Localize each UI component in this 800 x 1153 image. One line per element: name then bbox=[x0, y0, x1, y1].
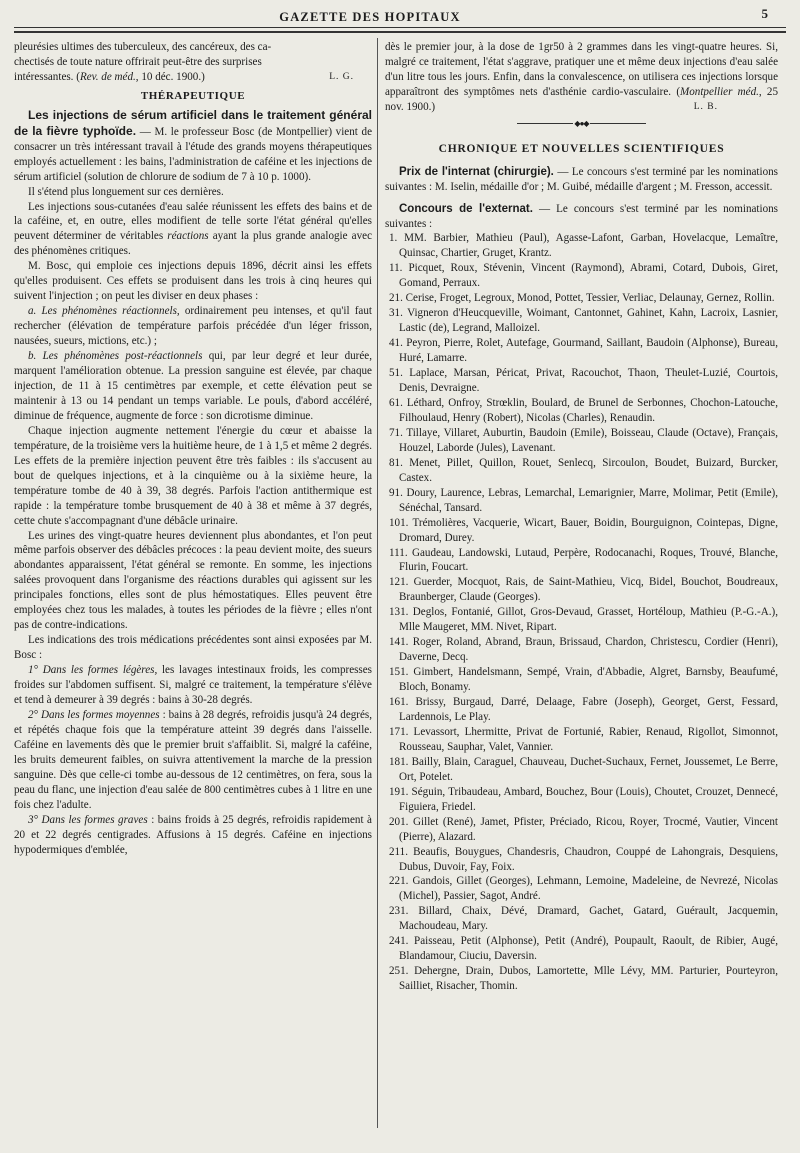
nomination-entry: 221. Gandois, Gillet (Georges), Lehmann, Lemoine, Madeleine, de Nevrezé, Nicolas (Michel), Passier, Sagot, André. bbox=[389, 875, 778, 903]
nomination-entry: 111. Gaudeau, Landowski, Lutaud, Perpère, Rodocanachi, Roques, Trouvé, Blanche, Flurin, Foucart. bbox=[389, 546, 778, 574]
phase-b: b. Les phénomènes post-réactionnels qui, par leur degré et leur durée, marquent l'amélioration obtenue. La pression sanguine est élevée, par chaque injection, de 11 à 15 centimètres par exemple, et cette élévation peut se maintenir à 13 ou 14 pendant un temps variable. Le pouls, d'abord accéléré, diminue de fréquence, augmente de force : son dicrotisme diminue. bbox=[14, 350, 372, 422]
paragraph: dès le premier jour, à la dose de 1gr50 à 2 grammes dans les vingt-quatre heures. Si, malgré ce traitement, l'état s'aggrave, pratiquer une et même deux injections d'eau salée d'un litre tous les jours. Enfin, dans la convalescence, on utilisera ces injections lorsque apparaîtront des symptômes nets d'asthénie cardio-vasculaire. (Montpellier méd., 25 nov. 1900.) L. B. bbox=[385, 41, 779, 113]
nomination-entry: 151. Gimbert, Handelsmann, Sempé, Vrain, d'Abbadie, Algret, Barnsby, Beaufumé, Bloch, Bonamy. bbox=[389, 666, 778, 694]
nomination-entry: 201. Gillet (René), Jamet, Pfister, Préciado, Ricou, Royer, Trocmé, Vautier, Vincent (Pierre), Alazard. bbox=[389, 815, 778, 843]
nomination-entry: 31. Vigneron d'Heucqueville, Woimant, Cantonnet, Gahinet, Kahn, Lacroix, Lasnier, Lastic (de), Legrand, Malloizel. bbox=[389, 307, 778, 335]
nomination-entry: 61. Léthard, Onfroy, Strœklin, Boulard, de Brunel de Serbonnes, Chochon-Latouche, Filhoulaud, Henry (Robert), Nicolas (Charles), Renaudin. bbox=[389, 396, 778, 424]
running-title: GAZETTE DES HOPITAUX bbox=[279, 10, 461, 24]
paragraph: Les indications des trois médications précédentes sont ainsi exposées par M. Bosc : bbox=[14, 634, 372, 662]
article-lead: Les injections de sérum artificiel dans le traitement général de la fièvre typhoïde. — M. le professeur Bosc (de Montpellier) vient de consacrer un très intéressant travail à l'étude des grands moyens thérapeutiques employés actuellement : les bains, l'administration de caféine et les injections de sérum artificiel (solution de chlorure de sodium de 7 à 10 p. 1000). bbox=[14, 107, 372, 183]
nomination-entry: 161. Brissy, Burgaud, Darré, Delaage, Fabre (Joseph), Georget, Gerst, Fessard, Lardennois, Le Play. bbox=[389, 696, 778, 723]
phase-a: a. Les phénomènes réactionnels, ordinairement peu intenses, et qu'il faut rechercher (élévation de température parfois précédée d'un léger frisson, nausées, sueurs, mictions, etc.) ; bbox=[14, 305, 372, 348]
nomination-entry: 1. MM. Barbier, Mathieu (Paul), Agasse-Lafont, Garban, Hovelacque, Lemaître, Quinsac, Chartier, Gruget, Krantz. bbox=[389, 232, 778, 260]
indication-item: 1° Dans les formes légères, les lavages intestinaux froids, les compresses froides sur l'abdomen suffisent. Si, malgré ce traitement, la température s'élève et tend à demeurer à 39 degrés : bains à 30-28 degrés. bbox=[14, 664, 372, 706]
nomination-entry: 231. Billard, Chaix, Dévé, Dramard, Gachet, Gatard, Guérault, Jacquemin, Machoudeau, Mary. bbox=[389, 905, 778, 933]
page-header bbox=[0, 0, 800, 34]
nomination-entry: 251. Dehergne, Drain, Dubos, Lamortette, Mlle Lévy, MM. Parturier, Pourteyron, Sailliet, Risacher, Thomin. bbox=[389, 965, 778, 993]
nomination-entry: 211. Beaufis, Bouygues, Chandesris, Chaudron, Couppé de Lahongrais, Desquiens, Dubus, Duvoir, Fay, Foix. bbox=[389, 845, 778, 873]
article-title: Les injections de sérum artificiel dans le traitement général de la fièvre typhoïde. bbox=[14, 107, 372, 138]
page-number: 5 bbox=[761, 6, 768, 21]
nomination-entry: 11. Picquet, Roux, Stévenin, Vincent (Raymond), Abrami, Cotard, Dubois, Giret, Gomand, Perraux. bbox=[389, 262, 778, 290]
column-divider bbox=[377, 38, 378, 1128]
section-title: THÉRAPEUTIQUE bbox=[140, 89, 246, 102]
right-column bbox=[385, 40, 778, 994]
signature: L. B. bbox=[693, 101, 718, 112]
nomination-entry: 131. Deglos, Fontanié, Gillot, Gros-Devaud, Grasset, Hortéloup, Mathieu (P.-G.-A.), Mlle Maugeret, MM. Nivet, Ripart. bbox=[389, 606, 778, 634]
signature: L. G. bbox=[329, 71, 354, 82]
nomination-entry: 51. Laplace, Marsan, Péricat, Privat, Racouchot, Thaon, Theulet-Luzié, Courtois, Denis, Devraigne. bbox=[389, 367, 778, 395]
nomination-entry: 121. Guerder, Mocquot, Rais, de Saint-Mathieu, Vicq, Bidel, Bouchot, Boudreaux, Braunberger, Claude (Georges). bbox=[389, 576, 778, 604]
nominations-list bbox=[385, 231, 778, 994]
indication-item: 3° Dans les formes graves : bains froids à 25 degrés, refroidis rapidement à 20 et 22 degrés centigrades. Affusions à 15 degrés. Caféine en injections hypodermiques d'emblée, bbox=[14, 813, 372, 856]
nomination-entry: 81. Menet, Pillet, Quillon, Rouet, Senlecq, Sircoulon, Boudet, Buizard, Burcker, Castex. bbox=[389, 456, 778, 484]
paragraph: Il s'étend plus longuement sur ces dernières. bbox=[28, 185, 224, 198]
internat-notice: Prix de l'internat (chirurgie). — Le concours s'est terminé par les nominations suivantes : M. Iselin, médaille d'or ; M. Guibé, médaille d'argent ; M. Fresson, accessit. bbox=[385, 165, 779, 193]
nomination-entry: 71. Tillaye, Villaret, Auburtin, Baudoin (Emile), Boisseau, Claude (Octave), Français, Houzel, Laborde (Jules), Lavenant. bbox=[389, 426, 778, 454]
nomination-entry: 91. Doury, Laurence, Lebras, Lemarchal, Lemarignier, Marre, Molimar, Petit (Emile), Sénéchal, Tansard. bbox=[389, 486, 778, 514]
nomination-entry: 181. Bailly, Blain, Caraguel, Chauveau, Duchet-Suchaux, Fernet, Joussemet, Le Berre, Ort, Potelet. bbox=[389, 755, 778, 783]
paragraph: M. Bosc, qui emploie ces injections depuis 1896, décrit ainsi les effets qu'elles produisent. Ces effets se produisent dans les trois à cinq heures qui suivent l'injection ; on peut les diviser en deux phases : bbox=[14, 260, 372, 303]
intro-citation: intéressantes. (Rev. de méd., 10 déc. 1900.) L. G. bbox=[14, 70, 354, 83]
nomination-entry: 141. Roger, Roland, Abrand, Braun, Brissaud, Chardon, Christescu, Cordier (Henri), Daverne, Decq. bbox=[389, 636, 778, 664]
externat-notice: Concours de l'externat. — Le concours s'est terminé par les nominations suivantes : bbox=[385, 202, 778, 230]
paragraph: Les injections sous-cutanées d'eau salée réunissent les effets des bains et de la caféine, et, en outre, elles modifient de telle sorte l'état général qu'elles peuvent déterminer de véritables réactions ayant la plus grande analogie avec des phénomènes critiques. bbox=[14, 200, 372, 258]
header-rule bbox=[14, 27, 786, 28]
indication-item: 2° Dans les formes moyennes : bains à 28 degrés, refroidis jusqu'à 24 degrés, et répétés chaque fois que la température atteint 39 degrés dans l'aisselle. Caféine en lavements dès que le premier bruit s'affaiblit. Si, malgré la caféine, les bruits demeurent faibles, on suivra attentivement la marche de la pression sanguine. Dès que celle-ci tombe au-dessous de 12 centimètres, on fera, sous la peau du flanc, une injection d'eau salée de 800 centimètres cubes à 1 litre en une fois chez l'adulte. bbox=[14, 708, 373, 811]
nomination-entry: 21. Cerise, Froget, Legroux, Monod, Pottet, Tessier, Verliac, Delaunay, Gernez, Rollin. bbox=[389, 292, 775, 305]
nomination-entry: 171. Levassort, Lhermitte, Privat de Fortunié, Rabier, Renaud, Rigollot, Simonnot, Rousseau, Sauphar, Valet, Vannier. bbox=[389, 725, 778, 753]
nomination-entry: 41. Peyron, Pierre, Rolet, Autefage, Gourmand, Saillant, Baudoin (Alphonse), Bureau, Huré, Lamarre. bbox=[389, 337, 778, 365]
left-column bbox=[14, 40, 372, 857]
header-rule-thick bbox=[14, 31, 786, 33]
ornament-divider: ◆●◆ bbox=[385, 117, 778, 132]
nomination-entry: 101. Trémolières, Vacquerie, Wicart, Bauer, Boidin, Bourguignon, Cointepas, Digne, Dromard, Durey. bbox=[389, 516, 778, 544]
paragraph: Les urines des vingt-quatre heures deviennent plus abondantes, et l'on peut même parfois observer des débâcles précoces : la peau devient moite, des sueurs abondantes apparaissent, l'état général se remonte. En somme, les injections salées provoquent dans l'organisme des réactions durables qui agissent sur les principales fonctions, elles sont de plus hémostatiques. Elles peuvent être employées chez tous les malades, à toutes les périodes de la fièvre ; elles n'ont pas de contre-indications. bbox=[14, 529, 372, 632]
nomination-entry: 191. Séguin, Tribaudeau, Ambard, Bouchez, Bour (Louis), Choutet, Crouzet, Dennecé, Figuiera, Friedel. bbox=[389, 785, 778, 813]
nomination-entry: 241. Paisseau, Petit (Alphonse), Petit (André), Poupault, Raoult, de Ribier, Augé, Blandamour, Ciuciu, Daversin. bbox=[389, 935, 778, 963]
intro-line: chectisés de toute nature offrirait peut-être des surprises bbox=[14, 55, 262, 68]
paragraph: Chaque injection augmente nettement l'énergie du cœur et abaisse la température, de la troisième vers la huitième heure, de 1 à 1,5 et même 2 degrés. Les effets de la première injection peuvent être très faibles : ils s'accusent au bout de quelques injections, et à la cinquième ou à la sixième heure, la température tombe de 40 à 39, 38 degrés. Parfois l'action antithermique est rapide : la température tombe brusquement de 40 à 38 et même à 37 degrés, cette chute s'accompagnant d'une débâcle urinaire. bbox=[14, 424, 372, 527]
intro-line: pleurésies ultimes des tuberculeux, des cancéreux, des ca- bbox=[14, 41, 272, 53]
section-title: CHRONIQUE ET NOUVELLES SCIENTIFIQUES bbox=[438, 142, 725, 155]
